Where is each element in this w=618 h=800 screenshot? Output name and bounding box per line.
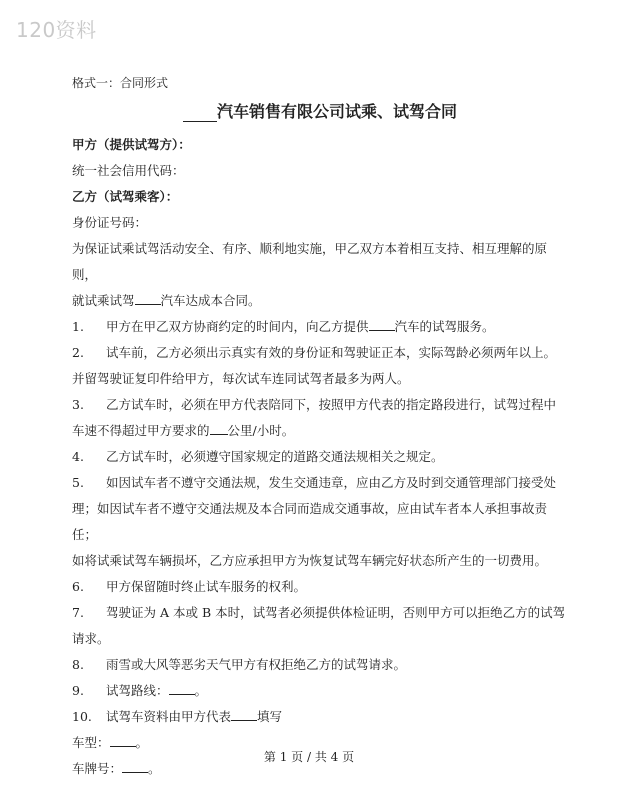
- clause-text: 甲方保留随时终止试车服务的权利。: [106, 579, 307, 594]
- watermark-logo: 120资料: [16, 18, 97, 42]
- clause-text: 乙方试车时，必须遵守国家规定的道路交通法规相关之规定。: [106, 449, 444, 464]
- car-model-end: 。: [135, 735, 149, 750]
- speed-blank: [210, 420, 228, 435]
- clause-text: 乙方试车时，必须在甲方代表陪同下，按照甲方代表的指定路段进行，试驾过程中: [106, 397, 557, 412]
- document-page: [72, 70, 568, 782]
- clause-continuation: 车速不得超过甲方要求的: [72, 423, 210, 438]
- id-number-label: 身份证号码：: [72, 215, 148, 230]
- clause-number: 10.: [72, 709, 92, 724]
- clause-text-end: 。: [194, 683, 208, 698]
- credit-code-label: 统一社会信用代码：: [72, 163, 185, 178]
- intro-text-b: 汽车达成本合同。: [160, 293, 261, 308]
- intro-paragraph: [72, 236, 568, 314]
- intro-line-2: [72, 288, 568, 314]
- intro-line-1: 为保证试乘试驾活动安全、有序、顺利地实施，甲乙双方本着相互支持、相互理解的原则，: [72, 241, 548, 282]
- clause-number: 8.: [72, 657, 84, 672]
- clause-continuation: 并留驾驶证复印件给甲方，每次试车连同试驾者最多为两人。: [72, 371, 410, 386]
- clause-1: [72, 314, 568, 340]
- clause-text: 驾驶证为 A 本或 B 本时，试驾者必须提供体检证明，否则甲方可以拒绝乙方的试驾: [106, 605, 566, 620]
- car-blank: [369, 316, 395, 331]
- car-model-blank: [135, 290, 161, 305]
- document-title: [72, 99, 568, 122]
- title-text: 汽车销售有限公司试乘、试驾合同: [216, 102, 457, 121]
- clause-number: 3.: [72, 397, 84, 412]
- clause-text: 如因试车者不遵守交通法规，发生交通违章，应由乙方及时到交通管理部门接受处: [106, 475, 557, 490]
- clause-text: 试驾车资料由甲方代表: [106, 709, 232, 724]
- intro-text-a: 就试乘试驾: [72, 293, 135, 308]
- clause-number: 4.: [72, 449, 84, 464]
- car-model-label: 车型：: [72, 735, 110, 750]
- clause-text-end: 汽车的试驾服务。: [394, 319, 495, 334]
- format-line: 格式一：合同形式: [72, 76, 169, 90]
- representative-blank: [231, 706, 257, 721]
- clause-text: 雨雪或大风等恶劣天气甲方有权拒绝乙方的试驾请求。: [106, 657, 407, 672]
- clause-continuation: 如将试乘试驾车辆损坏，乙方应承担甲方为恢复试驾车辆完好状态所产生的一切费用。: [72, 553, 548, 568]
- clause-continuation: 请求。: [72, 631, 110, 646]
- clause-8: [72, 652, 568, 678]
- clause-2: [72, 340, 568, 392]
- clause-9: [72, 678, 568, 704]
- clause-number: 1.: [72, 319, 84, 334]
- route-blank: [169, 680, 195, 695]
- clause-10: [72, 704, 568, 730]
- title-blank: [183, 105, 217, 122]
- clause-text: 试车前，乙方必须出示真实有效的身份证和驾驶证正本，实际驾龄必须两年以上。: [106, 345, 557, 360]
- party-b-label: 乙方（试驾乘客）：: [72, 189, 179, 204]
- party-a-label: 甲方（提供试驾方）：: [72, 137, 191, 152]
- clause-text: 试驾路线：: [106, 683, 169, 698]
- clause-text-end: 填写: [257, 709, 283, 724]
- clause-3: [72, 392, 568, 444]
- clause-number: 9.: [72, 683, 84, 698]
- clause-5: [72, 470, 568, 574]
- clause-number: 7.: [72, 605, 84, 620]
- plate-label: 车牌号：: [72, 761, 123, 776]
- clause-4: [72, 444, 568, 470]
- clause-continuation: 理；如因试车者不遵守交通法规及本合同而造成交通事故，应由试车者本人承担事故责任；: [72, 501, 548, 542]
- clause-7: [72, 600, 568, 652]
- car-model-value-blank: [110, 732, 136, 747]
- plate-end: 。: [148, 761, 161, 776]
- clause-number: 2.: [72, 345, 84, 360]
- clause-number: 6.: [72, 579, 84, 594]
- clause-6: [72, 574, 568, 600]
- clause-continuation-end: 公里/小时。: [227, 423, 295, 438]
- page-footer: 第 1 页 / 共 4 页: [263, 750, 355, 764]
- clause-number: 5.: [72, 475, 84, 490]
- clause-text: 甲方在甲乙双方协商约定的时间内，向乙方提供: [106, 319, 369, 334]
